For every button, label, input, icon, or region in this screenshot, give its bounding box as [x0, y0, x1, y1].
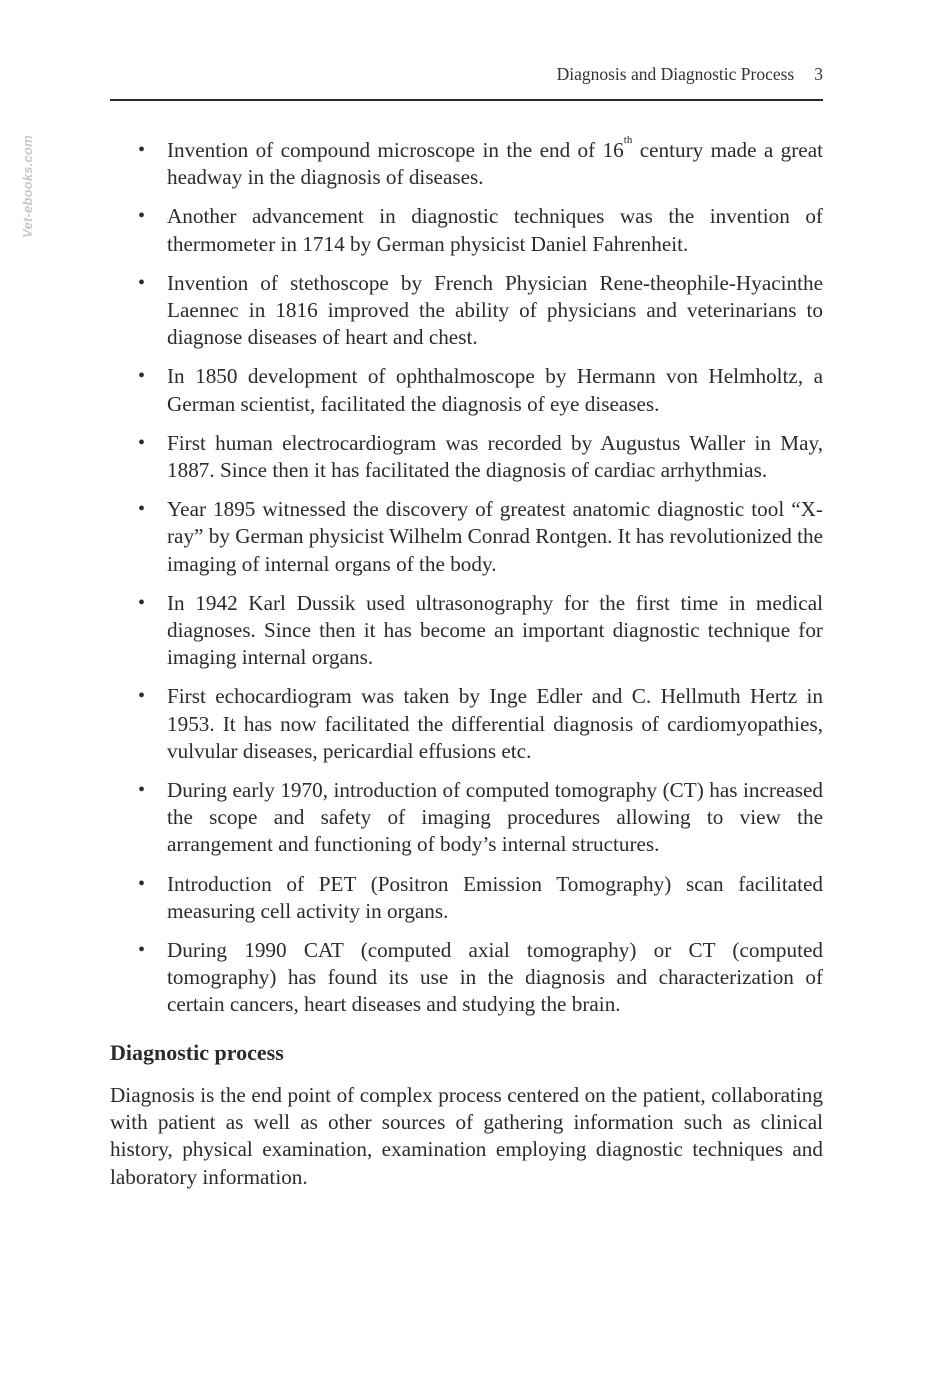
history-bullet-list: [110, 134, 824, 1031]
list-item: • During 1990 CAT (computed axial tomography) or CT (computed tomography) has found its use in the diagnosis and characterization of certain cancers, heart diseases and studying the brain.: [138, 938, 823, 1017]
bullet-icon: •: [138, 591, 146, 614]
list-item: • In 1942 Karl Dussik used ultrasonography for the first time in medical diagnoses. Since then it has become an important diagnostic technique for imaging internal organs.: [138, 590, 823, 670]
page-number: 3: [814, 64, 823, 84]
bullet-icon: •: [138, 365, 146, 388]
watermark-logo: [12, 130, 42, 242]
running-header: [110, 64, 823, 85]
bullet-icon: •: [138, 139, 146, 161]
list-item: • First echocardiogram was taken by Inge Edler and C. Hellmuth Hertz in 1953. It has now facilitated the differential diagnosis of cardiomyopathies, vulvular diseases, pericardial effusions etc.: [138, 684, 823, 763]
list-item: • Invention of stethoscope by French Physician Rene-theophile-Hyacinthe Laennec in 1816 improved the ability of physicians and veterinarians to diagnose diseases of heart and chest.: [138, 270, 823, 350]
list-item: • Invention of compound microscope in the end of 16th century made a great headway in the diagnosis of diseases.: [138, 134, 823, 190]
bullet-icon: •: [138, 498, 146, 521]
section-heading: Diagnostic process: [110, 1040, 284, 1065]
list-item: • Introduction of PET (Positron Emission Tomography) scan facilitated measuring cell activity in organs.: [138, 871, 823, 923]
list-item: • Year 1895 witnessed the discovery of greatest anatomic diagnostic tool “X-ray” by German physicist Wilhelm Conrad Rontgen. It has revolutionized the imaging of internal organs of the body.: [138, 497, 824, 576]
watermark-text: Vet-ebooks.com: [19, 134, 35, 238]
bullet-icon: •: [138, 205, 146, 228]
running-title: Diagnosis and Diagnostic Process: [556, 64, 795, 84]
bullet-icon: •: [138, 431, 146, 454]
header-rule: [110, 99, 823, 101]
bullet-icon: •: [138, 271, 146, 294]
bullet-icon: •: [138, 779, 146, 802]
list-item: • In 1850 development of ophthalmoscope by Hermann von Helmholtz, a German scientist, facilitated the diagnosis of eye diseases.: [138, 364, 823, 416]
bullet-icon: •: [138, 939, 146, 962]
section-paragraph: Diagnosis is the end point of complex process centered on the patient, collaborating with patient as well as other sources of gathering information such as clinical history, physical examination, examination employing diagnostic techniques and laboratory information.: [110, 1083, 823, 1189]
bullet-icon: •: [138, 872, 146, 895]
list-item: • First human electrocardiogram was recorded by Augustus Waller in May, 1887. Since then it has facilitated the diagnosis of cardiac arrhythmias.: [138, 430, 823, 483]
list-item: • Another advancement in diagnostic techniques was the invention of thermometer in 1714 by German physicist Daniel Fahrenheit.: [138, 204, 823, 256]
list-item: • During early 1970, introduction of computed tomography (CT) has increased the scope and safety of imaging procedures allowing to view the arrangement and functioning of body’s internal structures.: [138, 778, 823, 857]
bullet-icon: •: [138, 685, 146, 708]
